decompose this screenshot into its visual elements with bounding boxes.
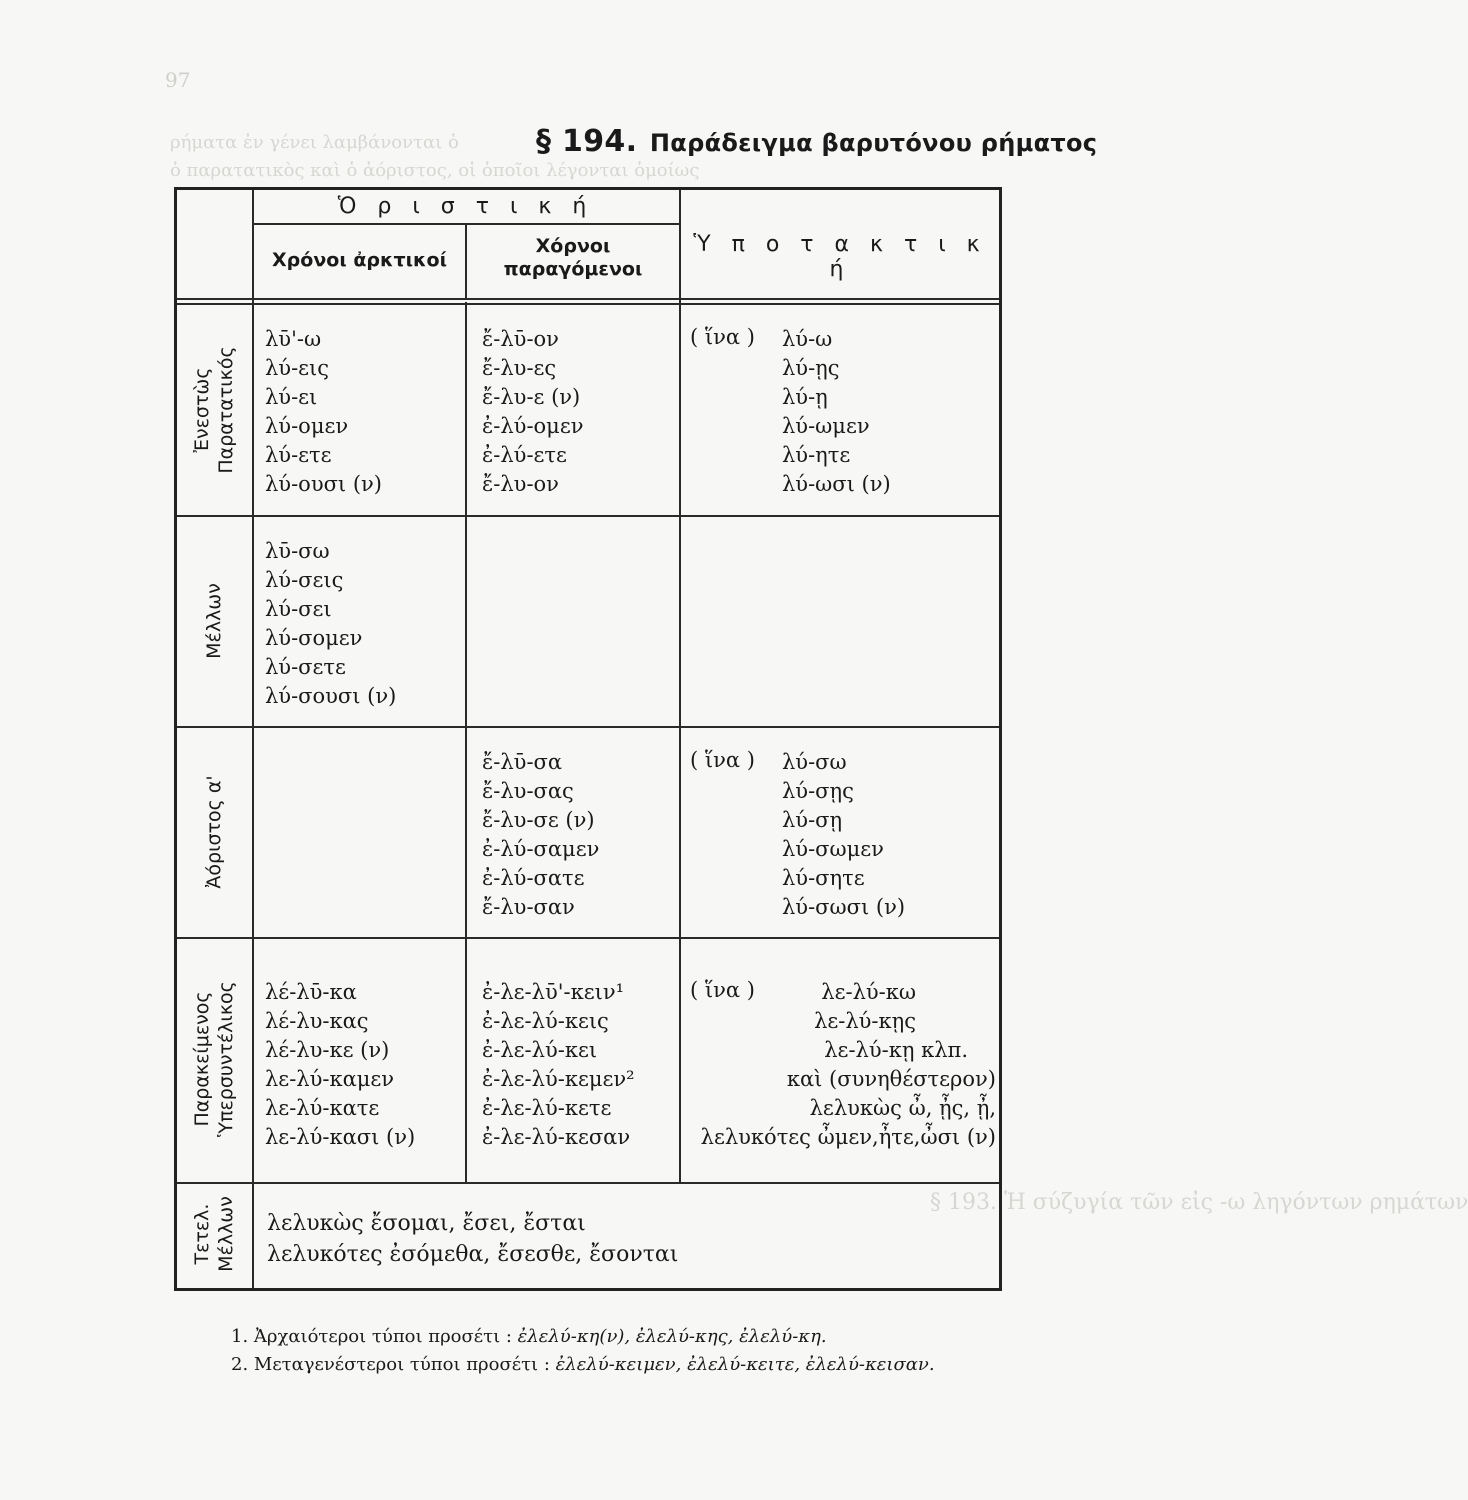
present-forms: λῡ'-ω λύ-εις λύ-ει λύ-ομεν λύ-ετε λύ-ουσι (ν) <box>265 327 382 496</box>
bleed-through-text: § 193. Ἡ σύζυγία τῶν εἰς -ω ληγόντων ρημάτων <box>930 1190 1468 1215</box>
row-label-perfect-pluperfect: Παρακείμενος Ὑπερσυντέλικος <box>191 981 237 1137</box>
future-forms: λῡ-σω λύ-σεις λύ-σει λύ-σομεν λύ-σετε λύ-σουσι (ν) <box>265 539 397 708</box>
perfect-subjunctive-forms: λε-λύ-κω λε-λύ-κῃς λε-λύ-κῃ κλπ. καὶ (συνηθέστερον) λελυκὼς ὦ, ᾖς, ᾖ, λελυκότες ὦμεν,ἦτε,ὦσι (ν) <box>700 980 996 1149</box>
aorist-subjunctive-forms: λύ-σω λύ-σῃς λύ-σῃ λύ-σωμεν λύ-σητε λύ-σωσι (ν) <box>782 750 906 919</box>
aorist-forms: ἔ-λῡ-σα ἔ-λυ-σας ἔ-λυ-σε (ν) ἐ-λύ-σαμεν ἐ-λύ-σατε ἔ-λυ-σαν <box>482 750 600 919</box>
bleed-through-text: ὁ παρατατικὸς καὶ ὁ ἀόριστος, οἱ ὁποῖοι λέγονται ὁμοίως <box>170 160 700 181</box>
indicative-header: Ὁ ρ ι σ τ ι κ ή <box>337 194 594 219</box>
conjugation-table <box>174 187 1002 1291</box>
section-title <box>536 124 1097 159</box>
future-perfect-forms: λελυκὼς ἔσομαι, ἔσει, ἔσται λελυκότες ἐσόμεθα, ἔσεσθε, ἔσονται <box>267 1211 679 1267</box>
pluperfect-forms: ἐ-λε-λῡ'-κειν¹ ἐ-λε-λύ-κεις ἐ-λε-λύ-κει ἐ-λε-λύ-κεμεν² ἐ-λε-λύ-κετε ἐ-λε-λύ-κεσαν <box>482 980 635 1149</box>
footnote-2: 2. Μεταγενέστεροι τύποι προσέτι : ἐλελύ-κειμεν, ἐλελύ-κειτε, ἐλελύ-κεισαν. <box>231 1354 935 1375</box>
page-number: 97 <box>165 68 191 92</box>
ina-marker: ( ἵνα ) <box>690 325 755 349</box>
subjunctive-header: Ὑ π ο τ α κ τ ι κ ή <box>693 232 987 282</box>
present-subjunctive-forms: λύ-ω λύ-ῃς λύ-ῃ λύ-ωμεν λύ-ητε λύ-ωσι (ν) <box>782 327 891 496</box>
ina-marker: ( ἵνα ) <box>690 978 755 1002</box>
row-label-present-imperfect: Ἐνεστὼς Παρατατικός <box>191 346 237 474</box>
primary-tenses-header: Χρόνοι ἀρκτικοί <box>272 249 447 271</box>
row-label-aorist: Ἀόριστος α' <box>203 775 225 889</box>
perfect-forms: λέ-λῡ-κα λέ-λυ-κας λέ-λυ-κε (ν) λε-λύ-καμεν λε-λύ-κατε λε-λύ-κασι (ν) <box>265 980 416 1149</box>
section-number: § 194. <box>536 124 638 159</box>
bleed-through-text: ρήματα ἐν γένει λαμβάνονται ὁ <box>170 132 459 153</box>
section-heading: Παράδειγμα βαρυτόνου ρήματος <box>649 129 1098 157</box>
row-label-future: Μέλλων <box>203 583 225 659</box>
ina-marker: ( ἵνα ) <box>690 748 755 772</box>
row-label-future-perfect: Τετελ. Μέλλων <box>191 1196 237 1272</box>
footnote-1: 1. Ἀρχαιότεροι τύποι προσέτι : ἐλελύ-κη(ν), ἐλελύ-κης, ἐλελύ-κη. <box>231 1326 827 1347</box>
secondary-tenses-header: Χόρνοι παραγόμενοι <box>503 235 643 280</box>
imperfect-forms: ἔ-λῡ-ον ἔ-λυ-ες ἔ-λυ-ε (ν) ἐ-λύ-ομεν ἐ-λύ-ετε ἔ-λυ-ον <box>482 327 584 496</box>
